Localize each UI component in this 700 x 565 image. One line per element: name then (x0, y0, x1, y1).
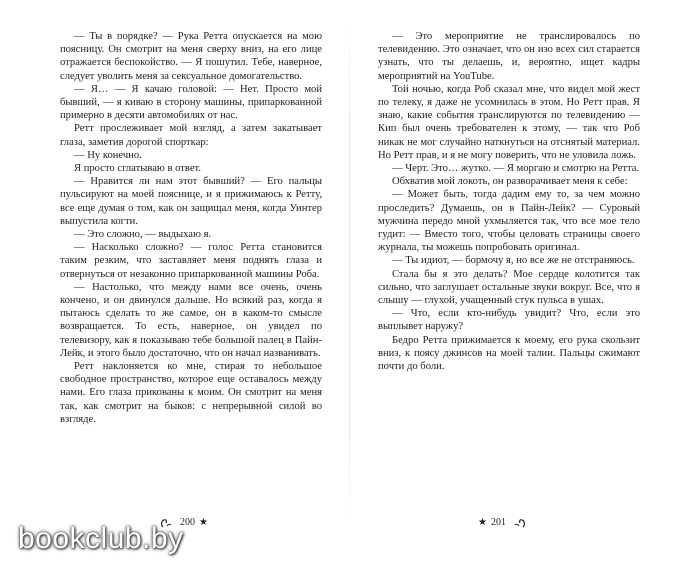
book-gutter (349, 20, 350, 530)
horseshoe-ornament-icon (510, 518, 526, 528)
paragraph: — Это мероприятие не транслировалось по телевидению. Это означает, что он изо всех сил старается узнать, что ты делаешь, и, вероятно, ищет кадры мероприятий на YouTube. (378, 31, 640, 82)
paragraph: — Настолько, что между нами все очень, очень кончено, и он двинулся дальше. Но всякий раз, когда я пытаюсь сделать то же самое, он в каком-то смысле возвращается. То есть, наверное, он увидел по телевизору, как я показываю тебе большой палец в Пайн-Лейк, и этого было достаточно, что он начал названивать. (60, 281, 322, 359)
paragraph: — Может быть, тогда дадим ему то, за чем можно проследить? Думаешь, он в Пайн-Лейк? — Суровый мужчина передо мной ухмыляется так, что все мое тело гудит: — Вместо того, чтобы целовать страницы своего журнала, ты можешь попробовать оригинал. (378, 189, 640, 254)
paragraph: — Я… — Я качаю головой: — Нет. Просто мой бывший, — я киваю в сторону машины, припаркованной примерно в десяти автомобилях от нас. (60, 83, 322, 122)
page-number: 201 (490, 517, 506, 528)
right-page-folio (478, 517, 526, 528)
paragraph: — Что, если кто-нибудь увидит? Что, если это выплывет наружу? (378, 308, 640, 333)
left-page (60, 30, 322, 426)
paragraph: — Нравится ли нам этот бывший? — Его пальцы пульсируют на моей пояснице, и я прижимаюсь к Ретту, все еще думая о том, как он защищал меня, когда Уинтер выпустила когти. (60, 176, 322, 227)
paragraph: Я просто сглатываю в ответ. (74, 163, 202, 175)
paragraph: — Ты в порядке? — Рука Ретта опускается на мою поясницу. Он смотрит на меня сверху вниз, на его лице отражается беспокойство. — Я пошутил. Тебе, наверное, следует уволить меня за сексуальное домогательство. (60, 31, 322, 82)
star-ornament-icon: ★ (478, 517, 487, 528)
paragraph: — Ты идиот, — бормочу я, но все же не отстраняюсь. (392, 255, 635, 267)
star-ornament-icon: ★ (199, 517, 208, 528)
page-number: 200 (180, 517, 195, 528)
paragraph: Бедро Ретта прижимается к моему, его рука скользит вниз, к поясу джинсов на моей талии. Пальцы сжимают почти до боли. (378, 334, 640, 373)
right-page (378, 30, 640, 373)
site-watermark: bookclub.by (18, 522, 184, 555)
paragraph: — Черт. Это… жутко. — Я моргаю и смотрю на Ретта. (392, 163, 640, 175)
paragraph: — Это сложно, — выдыхаю я. (74, 229, 212, 241)
paragraph: Обхватив мой локоть, он разворачивает меня к себе: (392, 176, 628, 188)
paragraph: Ретт прослеживает мой взгляд, а затем закатывает глаза, заметив дорогой спорткар: (60, 123, 322, 148)
paragraph: Стала бы я это делать? Мое сердце колотится так сильно, что заглушает остальные звуки вокруг. Все, что я слышу — глухой, учащенный стук пульса в ушах. (378, 268, 640, 307)
paragraph: — Насколько сложно? — голос Ретта становится таким резким, что заставляет меня поднять глаза и отвернуться от незаконно припаркованной машины Роба. (60, 242, 322, 280)
paragraph: — Ну конечно. (74, 149, 142, 161)
paragraph: Той ночью, когда Роб сказал мне, что видел мой жест по телеку, я даже не усомнилась в этом. Но Ретт прав. Я знаю, какие события транслируются по телевидению — Кип был очень требователен к этому, — так что Роб никак не мог случайно наткнуться на отснятый материал. Но Ретт прав, и я не могу поверить, что не уловила ложь. (378, 83, 640, 161)
paragraph: Ретт наклоняется ко мне, стирая то небольшое свободное пространство, которое еще оставалось между нами. Его глаза прикованы к моим. Он смотрит на меня так, как смотрит на быков: с непрерывной силой во взгляде. (60, 361, 322, 425)
